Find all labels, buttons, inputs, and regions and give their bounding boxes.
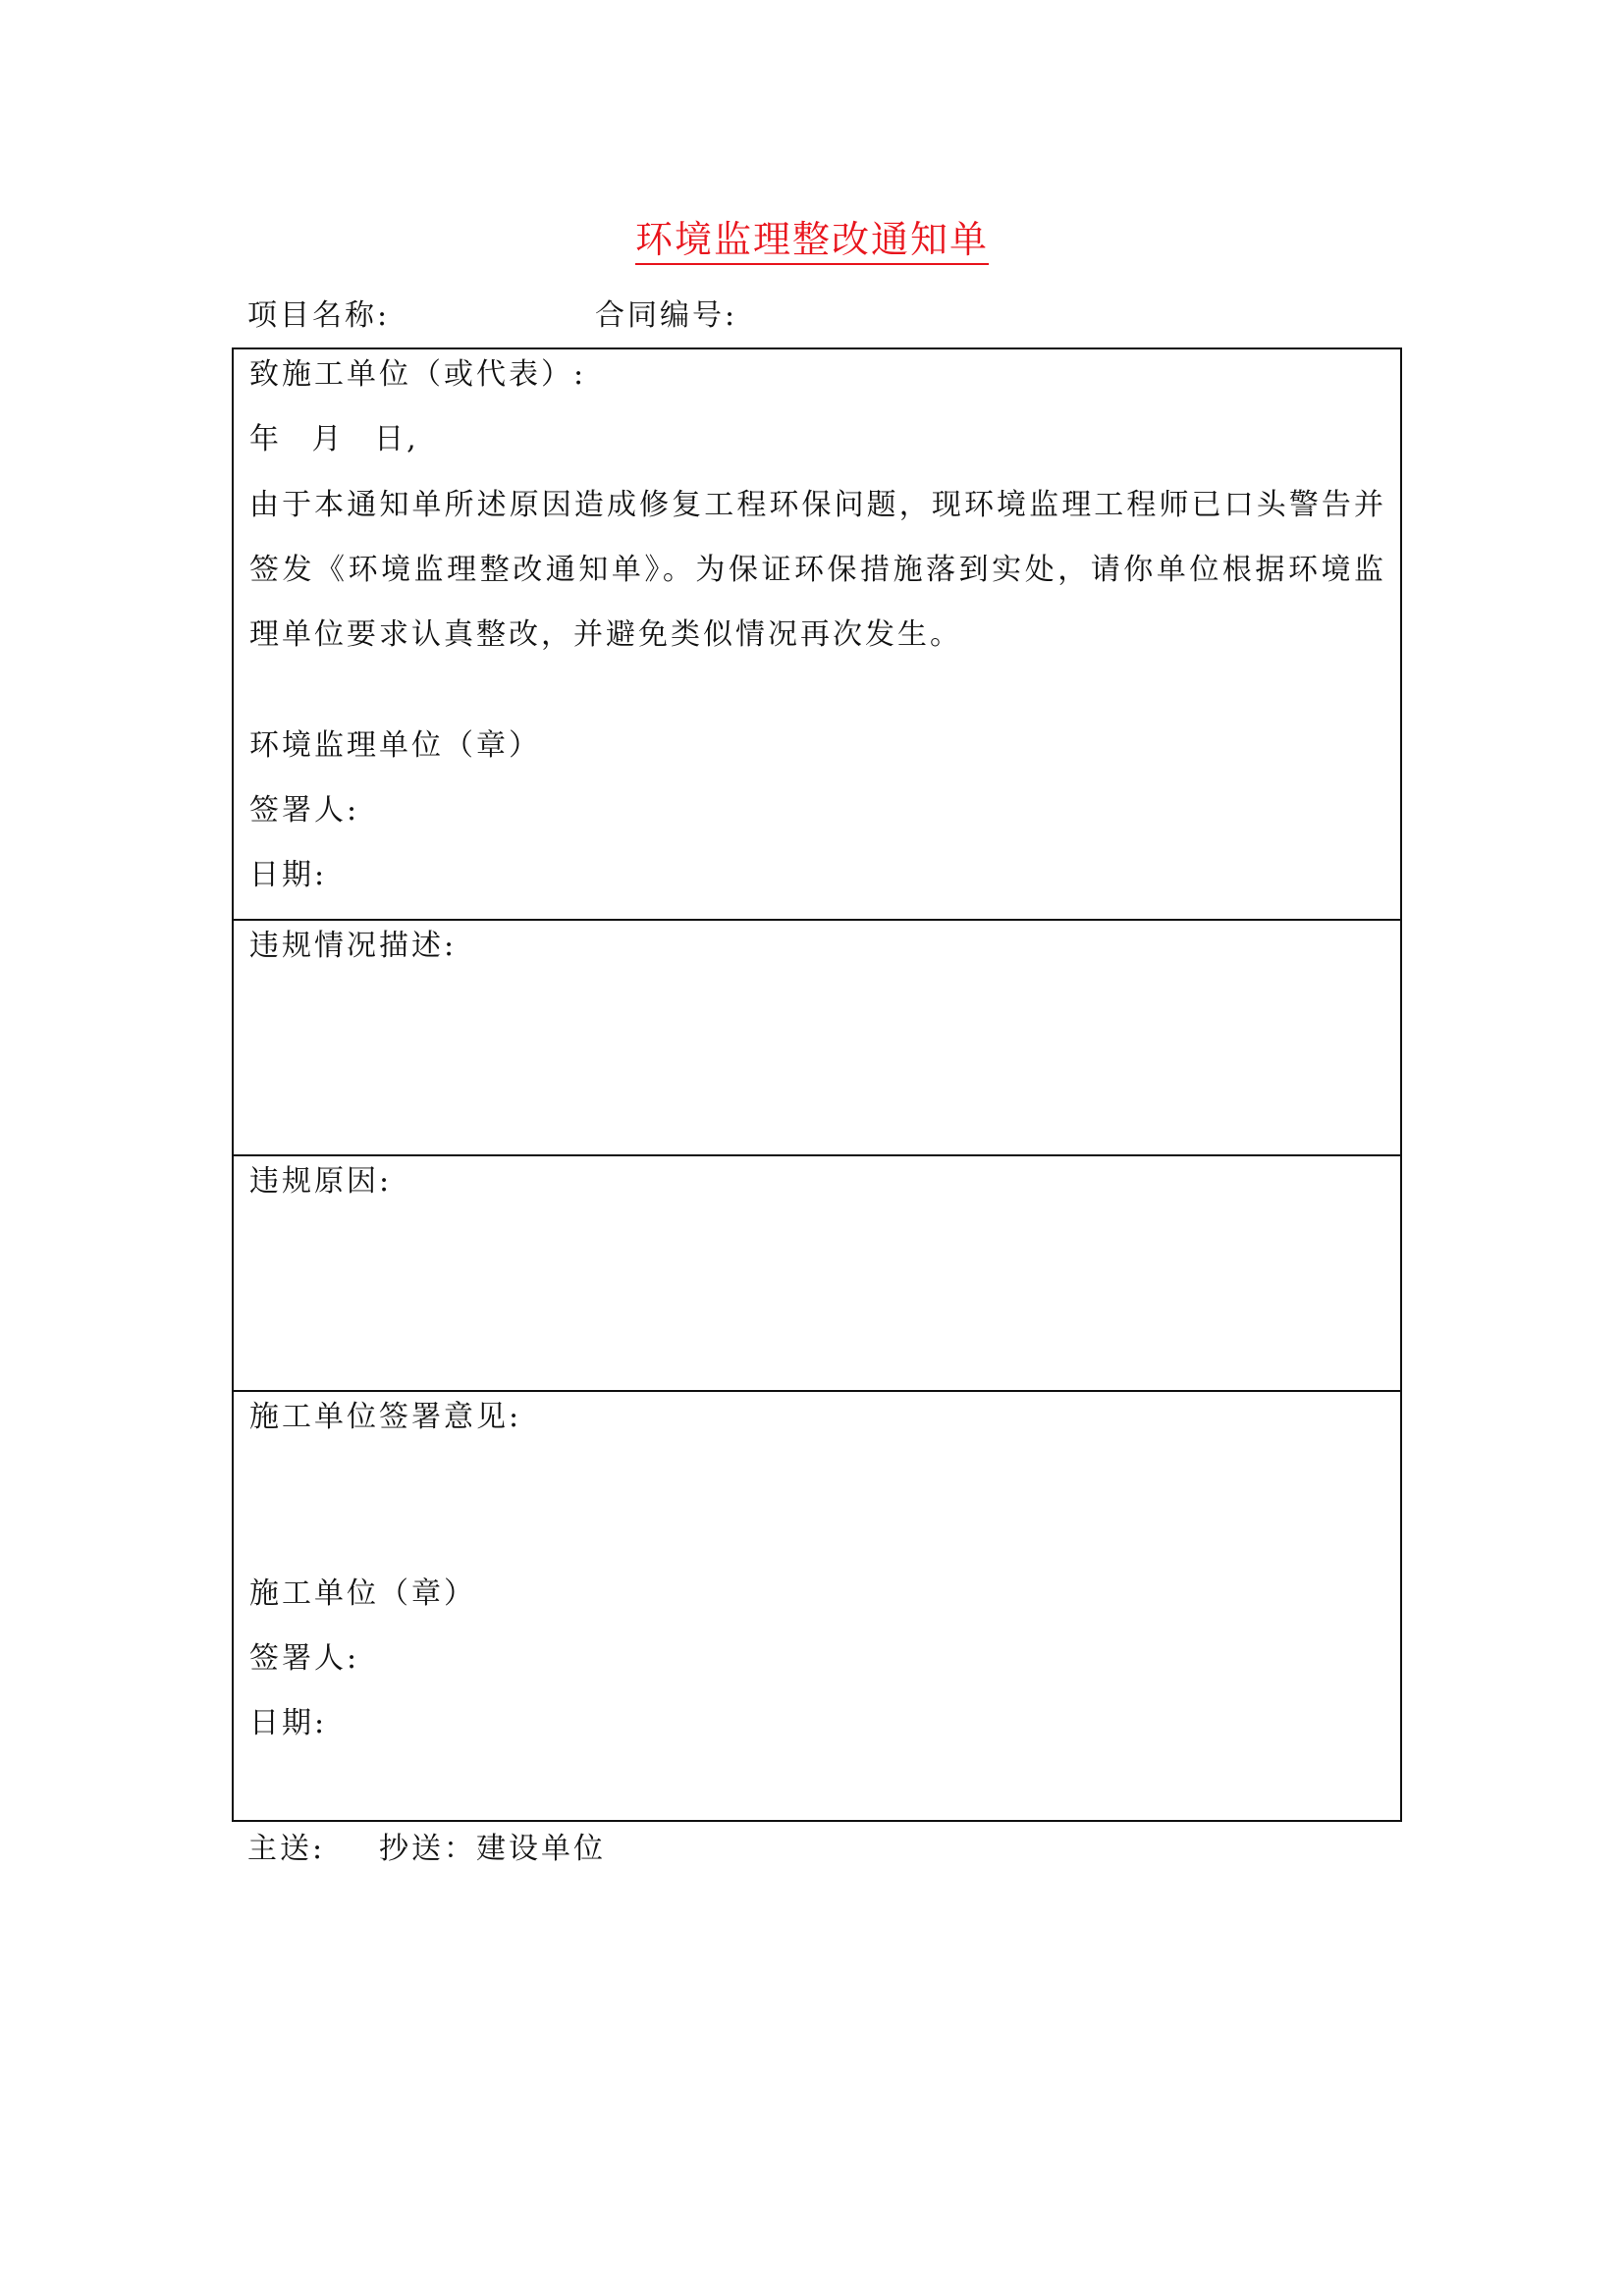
contractor-opinion-label: 施工单位签署意见: <box>249 1400 522 1434</box>
supervision-signer-label: 签署人: <box>249 793 360 828</box>
project-name-label: 项目名称: <box>247 298 391 333</box>
violation-reason-section <box>234 1156 1400 1392</box>
date-day: 日, <box>374 422 419 456</box>
supervision-date-label: 日期: <box>249 858 328 892</box>
contractor-date-label: 日期: <box>249 1706 328 1740</box>
contract-number-label: 合同编号: <box>595 298 738 333</box>
contractor-unit-seal: 施工单位（章） <box>249 1576 476 1611</box>
notice-form-table <box>232 347 1402 1822</box>
violation-description-section <box>234 921 1400 1156</box>
main-recipient-label: 主送: <box>247 1832 326 1866</box>
cc-recipient-label: 抄送：建设单位 <box>379 1832 606 1866</box>
violation-reason-label: 违规原因: <box>249 1164 393 1199</box>
document-title <box>0 214 1624 265</box>
recipient-label: 致施工单位（或代表）: <box>249 357 587 392</box>
contractor-signer-label: 签署人: <box>249 1641 360 1676</box>
document-title-text: 环境监理整改通知单 <box>635 218 989 265</box>
date-month: 月 <box>311 422 345 456</box>
violation-description-label: 违规情况描述: <box>249 929 458 963</box>
notice-paragraph: 由于本通知单所述原因造成修复工程环保问题，现环境监理工程师已口头警告并签发《环境监理整改通知单》。为保证环保措施落到实处，请你单位根据环境监理单位要求认真整改，并避免类似情况再次发生。 <box>249 488 1386 652</box>
date-year: 年 <box>249 422 282 456</box>
supervision-unit-seal: 环境监理单位（章） <box>249 728 541 763</box>
notice-date-line <box>249 418 1386 461</box>
contractor-opinion-section <box>234 1392 1400 1820</box>
notice-section <box>234 349 1400 921</box>
